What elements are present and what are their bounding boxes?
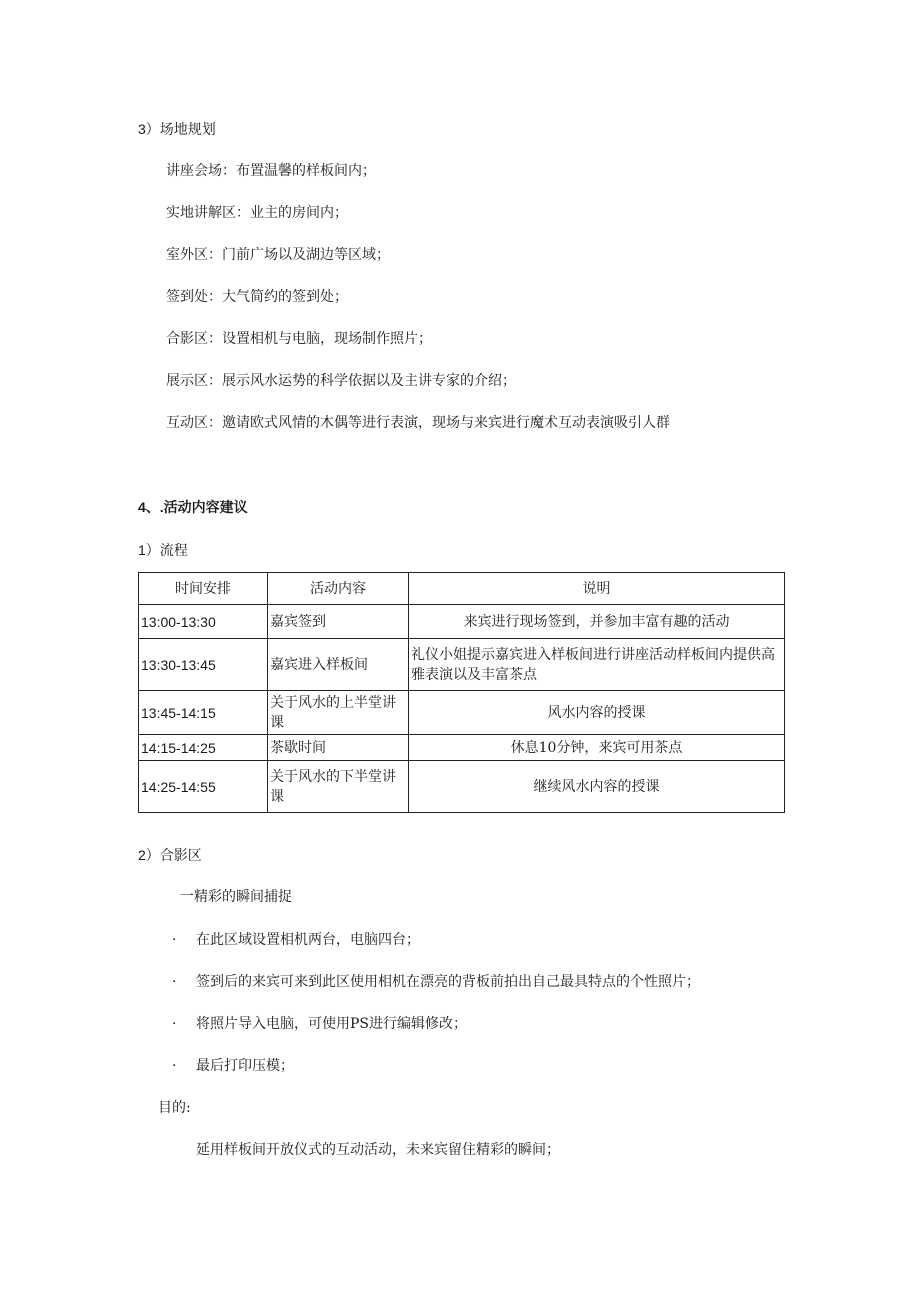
venue-item-photo: 合影区：设置相机与电脑，现场制作照片； (166, 331, 432, 347)
bullet-dot: · (172, 974, 177, 990)
row-desc: 风水内容的授课 (409, 691, 785, 735)
row-activity: 关于风水的下半堂讲课 (268, 761, 409, 813)
row-activity: 茶歇时间 (268, 735, 409, 761)
bullet-item: 签到后的来宾可来到此区使用相机在漂亮的背板前拍出自己最具特点的个性照片； (196, 974, 700, 990)
row-time: 13:00-13:30 (139, 605, 268, 639)
row-desc: 来宾进行现场签到，并参加丰富有趣的活动 (409, 605, 785, 639)
row-activity: 嘉宾进入样板间 (268, 639, 409, 691)
table-row (139, 639, 785, 691)
table-row (139, 605, 785, 639)
venue-item-interactive: 互动区：邀请欧式风情的木偶等进行表演，现场与来宾进行魔术互动表演吸引人群 (166, 415, 670, 431)
row-desc: 休息10分钟，来宾可用茶点 (409, 735, 785, 761)
bullet-item: 在此区域设置相机两台，电脑四台； (196, 932, 420, 948)
bullet-dot: · (172, 1058, 177, 1074)
header-activity: 活动内容 (268, 573, 409, 605)
header-time: 时间安排 (139, 573, 268, 605)
table-row (139, 735, 785, 761)
table-row (139, 761, 785, 813)
venue-item-lecture: 讲座会场：布置温馨的样板间内； (166, 163, 376, 179)
bullet-item: 最后打印压模； (196, 1058, 294, 1074)
header-desc: 说明 (409, 573, 785, 605)
table-header-row (139, 573, 785, 605)
bullet-dot: · (172, 1016, 177, 1032)
row-desc: 继续风水内容的授课 (409, 761, 785, 813)
bullet-dot: · (172, 932, 177, 948)
venue-item-display: 展示区：展示风水运势的科学依据以及主讲专家的介绍； (166, 373, 516, 389)
venue-item-signin: 签到处：大气简约的签到处； (166, 289, 348, 305)
row-time: 14:15-14:25 (139, 735, 268, 761)
table-row (139, 691, 785, 735)
bullet-item: 将照片导入电脑，可使用PS进行编辑修改； (196, 1016, 468, 1032)
flow-heading: 1）流程 (138, 542, 188, 558)
row-time: 14:25-14:55 (139, 761, 268, 813)
section4-heading: 4、.活动内容建议 (138, 499, 248, 515)
row-time: 13:30-13:45 (139, 639, 268, 691)
venue-heading: 3）场地规划 (138, 121, 216, 137)
purpose-label: 目的: (158, 1100, 191, 1116)
row-activity: 嘉宾签到 (268, 605, 409, 639)
venue-item-site: 实地讲解区：业主的房间内； (166, 205, 348, 221)
photo-subtitle: 一精彩的瞬间捕捉 (180, 889, 292, 905)
row-desc: 礼仪小姐提示嘉宾进入样板间进行讲座活动样板间内提供高雅表演以及丰富茶点 (409, 639, 785, 691)
venue-item-outdoor: 室外区：门前广场以及湖边等区域； (166, 247, 390, 263)
schedule-table (138, 572, 785, 813)
row-activity: 关于风水的上半堂讲课 (268, 691, 409, 735)
purpose-text: 延用样板间开放仪式的互动活动，未来宾留住精彩的瞬间； (196, 1142, 560, 1158)
photo-heading: 2）合影区 (138, 847, 202, 863)
row-time: 13:45-14:15 (139, 691, 268, 735)
